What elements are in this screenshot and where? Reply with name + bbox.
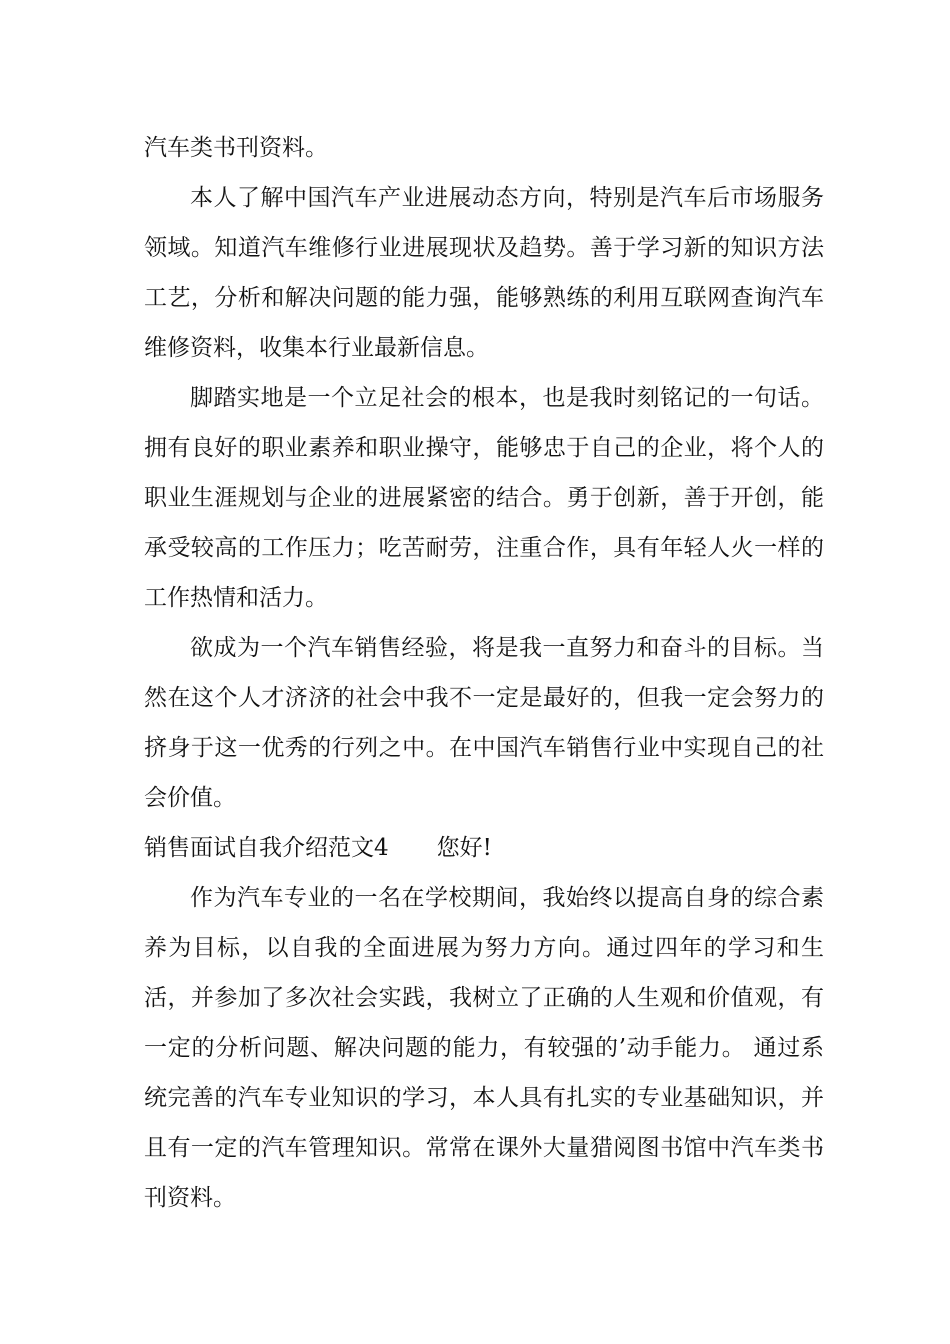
paragraph-continuation: 汽车类书刊资料。: [144, 135, 328, 161]
paragraph-professional-attitude: 脚踏实地是一个立足社会的根本，也是我时刻铭记的一句话。拥有良好的职业素养和职业操守，能够忠于自己的企业，将个人的职业生涯规划与企业的进展紧密的结合。勇于创新，善于开创，能承受较高的工作压力；吃苦耐劳，注重合作，具有年轻人火一样的工作热情和活力。: [144, 385, 824, 611]
section-heading: [144, 823, 824, 873]
document-body: [144, 123, 824, 1223]
paragraph-self-introduction: 作为汽车专业的一名在学校期间，我始终以提高自身的综合素养为目标，以自我的全面进展为努力方向。通过四年的学习和生活，并参加了多次社会实践，我树立了正确的人生观和价值观，有一定的分析问题、解决问题的能力，有较强的’动手能力。 通过系统完善的汽车专业知识的学习，本人具有扎实的专业基础知识，并且有一定的汽车管理知识。常常在课外大量猎阅图书馆中汽车类书刊资料。: [144, 885, 824, 1211]
section-title: 销售面试自我介绍范文4: [144, 835, 389, 861]
paragraph-industry-knowledge: 本人了解中国汽车产业进展动态方向，特别是汽车后市场服务领域。知道汽车维修行业进展现状及趋势。善于学习新的知识方法工艺，分析和解决问题的能力强，能够熟练的利用互联网查询汽车维修资料，收集本行业最新信息。: [144, 185, 824, 361]
section-greeting: 您好!: [436, 835, 492, 861]
paragraph-career-goal: 欲成为一个汽车销售经验，将是我一直努力和奋斗的目标。当然在这个人才济济的社会中我不一定是最好的，但我一定会努力的挤身于这一优秀的行列之中。在中国汽车销售行业中实现自己的社会价值。: [144, 635, 824, 811]
